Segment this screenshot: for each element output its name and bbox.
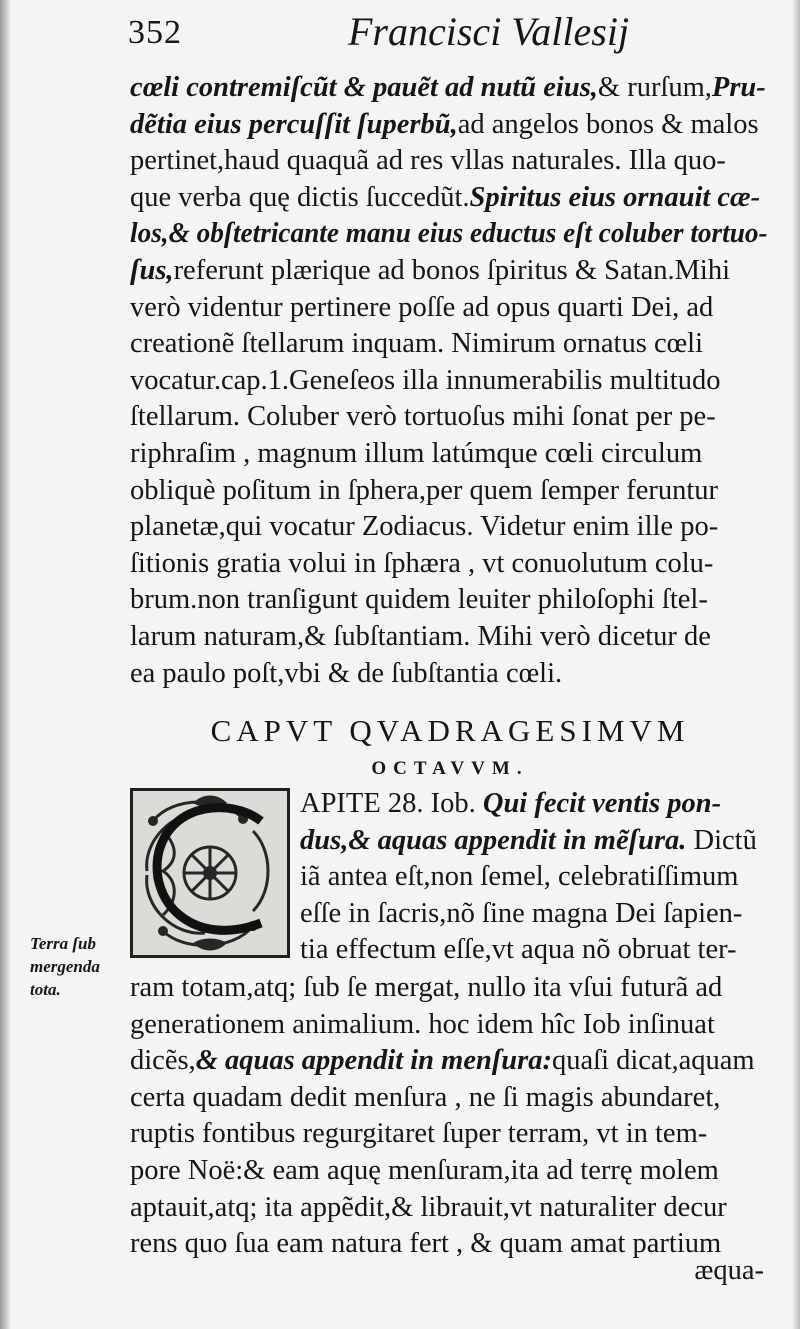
text-line [130,1153,719,1189]
text-line [130,1007,715,1043]
page-header [128,8,768,64]
text-line [130,656,562,692]
italic-text: ſus, [130,255,174,286]
roman-text: iã antea eſt,non ſemel, celebratiſſimum [300,861,739,893]
text-line [130,399,716,435]
roman-text: pertinet,haud quaquã ad res vllas naturales. Illa quo- [130,145,726,177]
roman-text: que verba quę dictis ſuccedũt. [130,181,470,213]
text-line [300,896,742,932]
text-line [130,473,718,509]
margin-note [30,932,126,1001]
text-line [130,546,713,582]
text-line [130,1226,721,1262]
text-line [130,107,759,143]
roman-text: ruptis fontibus regurgitaret ſuper terram, vt in tem- [130,1118,708,1150]
roman-text: certa quadam dedit menſura , ne ſi magis abundaret, [130,1081,721,1113]
roman-text: brum.non tranſigunt quidem leuiter philoſophi ſtel- [130,584,708,616]
ornament-icon [133,791,287,955]
italic-text: & aquas appendit in menſura: [195,1045,552,1077]
text-line [130,70,766,106]
roman-text: riphraſim , magnum illum latúmque cœli circulum [130,438,703,469]
text-line [130,582,708,618]
text-line [130,1190,727,1226]
text-line [130,290,713,326]
roman-text: aptauit,atq; ita appẽdit,& librauit,vt naturaliter decur [130,1191,727,1223]
margin-note-line: mergenda [30,957,100,976]
roman-text: ea paulo poſt,vbi & de ſubſtantia cœli. [130,657,563,689]
roman-text: rens quo ſua eam natura fert , & quam amat partium [130,1228,722,1260]
roman-text: referunt plærique ad bonos ſpiritus & Satan.Mihi [173,255,731,286]
roman-text: Dictũ [686,824,757,856]
text-line [130,143,726,179]
roman-text: larum naturam,& ſubſtantiam. Mihi verò dicetur de [130,621,711,652]
roman-text: planetæ,qui vocatur Zodiacus. Videtur enim ille po- [130,511,719,543]
roman-text: eſſe in ſacris,nõ ſine magna Dei ſapien- [300,897,743,929]
roman-text: tia effectum eſſe,vt aqua nõ obruat ter- [300,934,737,966]
catchword: æqua- [694,1255,764,1286]
text-line [130,1043,755,1079]
text-line [130,509,718,545]
text-line [130,326,703,362]
roman-text: obliquè poſitum in ſphera,per quem ſemper feruntur [130,474,719,506]
chapter-title: CAPVT QVADRAGESIMVM [210,713,690,748]
text-line [300,823,757,859]
text-line [130,619,711,655]
roman-text: vocatur.cap.1.Geneſeos illa innumerabilis multitudo [130,364,721,396]
roman-text: APITE 28. Iob. [300,788,483,819]
roman-text: dicẽs, [130,1045,196,1077]
running-head: Francisci Vallesij [348,9,630,54]
italic-text: dẽtia eius percuſſit ſuperbũ, [130,108,458,140]
text-line [130,180,760,216]
italic-text: cœli contremiſcũt & pauẽt ad nutũ eius, [130,72,598,103]
italic-text: los,& obſtetricante manu eius eductus eſt coluber tortuo- [130,218,768,250]
margin-note-line: Terra ſub [30,934,96,953]
roman-text: generationem animalium. hoc idem hîc Iob inſinuat [130,1008,715,1040]
text-line [130,970,722,1006]
text-line [130,1080,720,1116]
italic-text: Qui fecit ventis pon- [482,788,722,819]
text-line [130,216,768,252]
text-line [130,253,730,289]
page-number: 352 [128,14,182,51]
roman-text: creationẽ ſtellarum inquam. Nimirum ornatus cœli [130,328,704,360]
roman-text: ſtellarum. Coluber verò tortuoſus mihi ſonat per pe- [130,401,716,433]
roman-text: verò videntur pertinere poſſe ad opus quarti Dei, ad [130,291,714,323]
text-line [130,1116,707,1152]
text-line [300,859,738,895]
text-line [300,932,737,968]
text-line [130,436,702,472]
italic-text: Spiritus eius ornauit cæ- [469,181,761,213]
chapter-subtitle: OCTAVVM. [371,758,529,779]
decorated-initial-c [130,788,290,958]
italic-text: Pru- [711,72,766,103]
roman-text: quaſi dicat,aquam [552,1045,755,1077]
roman-text: ſitionis gratia volui in ſphæra , vt conuolutum colu- [130,547,714,579]
text-line [130,363,720,399]
italic-text: dus,& aquas appendit in mẽſura. [300,824,687,856]
margin-note-line: tota. [30,980,61,999]
roman-text: & rurſum, [597,72,712,103]
text-line [300,786,721,822]
roman-text: pore Noë:& eam aquę menſuram,ita ad terrę molem [130,1155,719,1186]
roman-text: ram totam,atq; ſub ſe mergat, nullo ita vſui futurã ad [130,972,723,1003]
roman-text: ad angelos bonos & malos [457,108,759,140]
